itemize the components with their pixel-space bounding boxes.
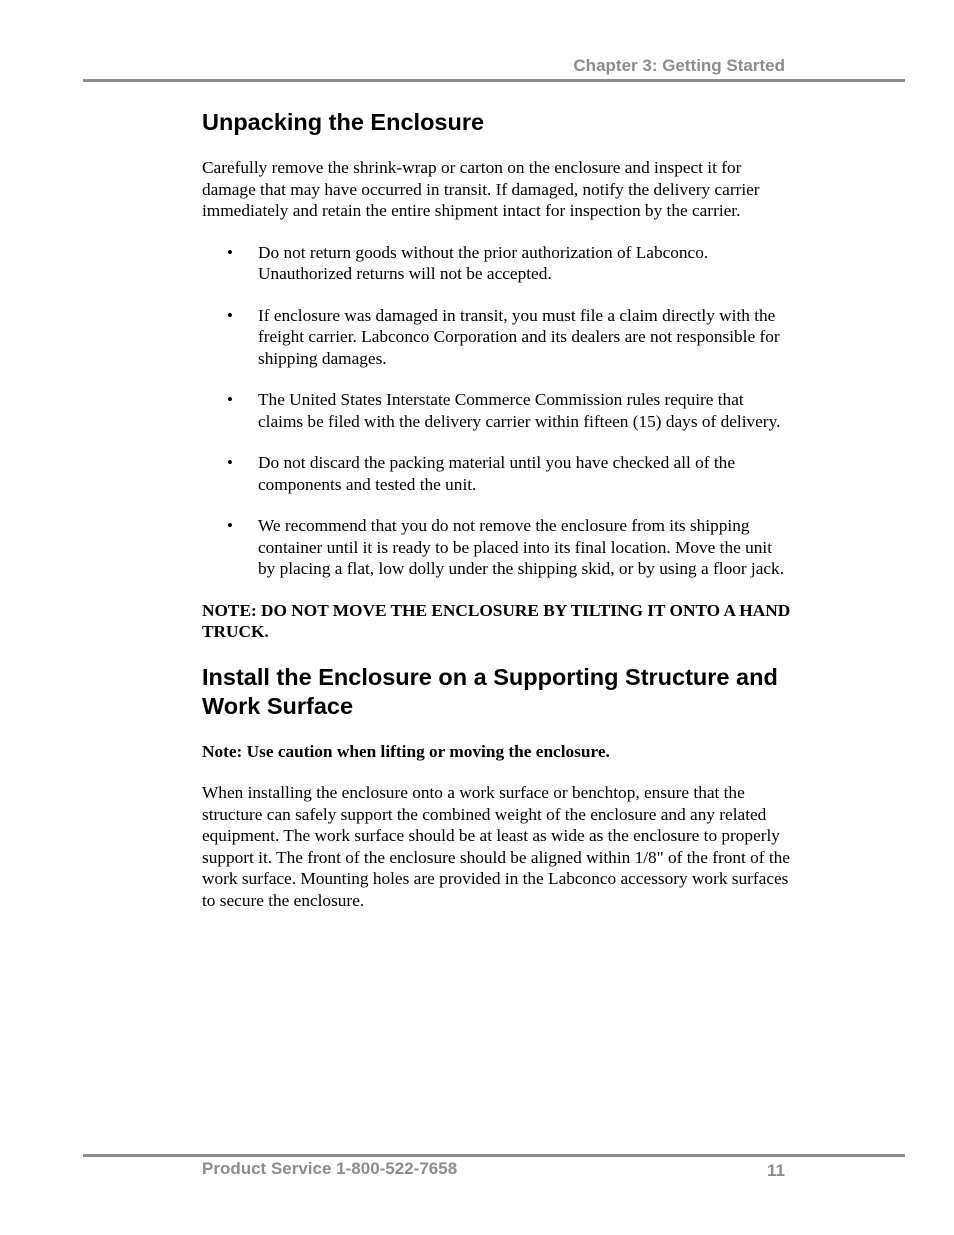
- bullet-icon: •: [227, 242, 233, 262]
- list-item-text: If enclosure was damaged in transit, you must file a claim directly with the freight carrier. Labconco Corporation and its dealers are not responsible for shipping damages.: [258, 305, 780, 368]
- page-number: 11: [767, 1161, 785, 1180]
- list-item-text: Do not return goods without the prior authorization of Labconco. Unauthorized returns will not be accepted.: [258, 242, 709, 283]
- bullet-icon: •: [227, 390, 233, 409]
- footer-service-phone: Product Service 1-800-522-7658: [202, 1159, 458, 1178]
- list-item-text: The United States Interstate Commerce Commission rules require that claims be filed with the delivery carrier within fifteen (15) days of delivery.: [258, 390, 781, 431]
- list-item-text: Do not discard the packing material until you have checked all of the components and tested the unit.: [258, 453, 735, 494]
- list-item: [202, 305, 792, 370]
- section-title-unpacking: Unpacking the Enclosure: [202, 109, 485, 135]
- lifting-caution-note: Note: Use caution when lifting or moving the enclosure.: [202, 741, 610, 761]
- header-rule: [83, 79, 905, 82]
- bullet-icon: •: [227, 516, 233, 535]
- list-item: [202, 242, 792, 285]
- running-header: Chapter 3: Getting Started: [573, 56, 785, 75]
- unpacking-intro-paragraph: Carefully remove the shrink-wrap or carton on the enclosure and inspect it for damage that may have occurred in transit. If damaged, notify the delivery carrier immediately and retain the entire shipment intact for inspection by the carrier.: [202, 158, 760, 220]
- footer-rule: [83, 1154, 905, 1157]
- list-item: [202, 452, 792, 495]
- page-content: [202, 108, 792, 911]
- list-item: [202, 389, 792, 432]
- bullet-icon: •: [227, 305, 233, 325]
- section-title-install: Install the Enclosure on a Supporting Structure and Work Surface: [202, 663, 778, 719]
- bullet-icon: •: [227, 453, 233, 472]
- tilting-warning-note: NOTE: DO NOT MOVE THE ENCLOSURE BY TILTING IT ONTO A HAND TRUCK.: [202, 600, 791, 641]
- unpacking-bullet-list: [202, 242, 792, 580]
- list-item: [202, 515, 792, 580]
- install-body-paragraph: When installing the enclosure onto a work surface or benchtop, ensure that the structure can safely support the combined weight of the enclosure and any related equipment. The work surface should be at least as wide as the enclosure to properly support it. The front of the enclosure should be aligned within 1/8" of the front of the work surface. Mounting holes are provided in the Labconco accessory work surfaces to secure the enclosure.: [202, 783, 790, 910]
- list-item-text: We recommend that you do not remove the enclosure from its shipping container until it is ready to be placed into its final location. Move the unit by placing a flat, low dolly under the shipping skid, or by using a floor jack.: [258, 516, 785, 578]
